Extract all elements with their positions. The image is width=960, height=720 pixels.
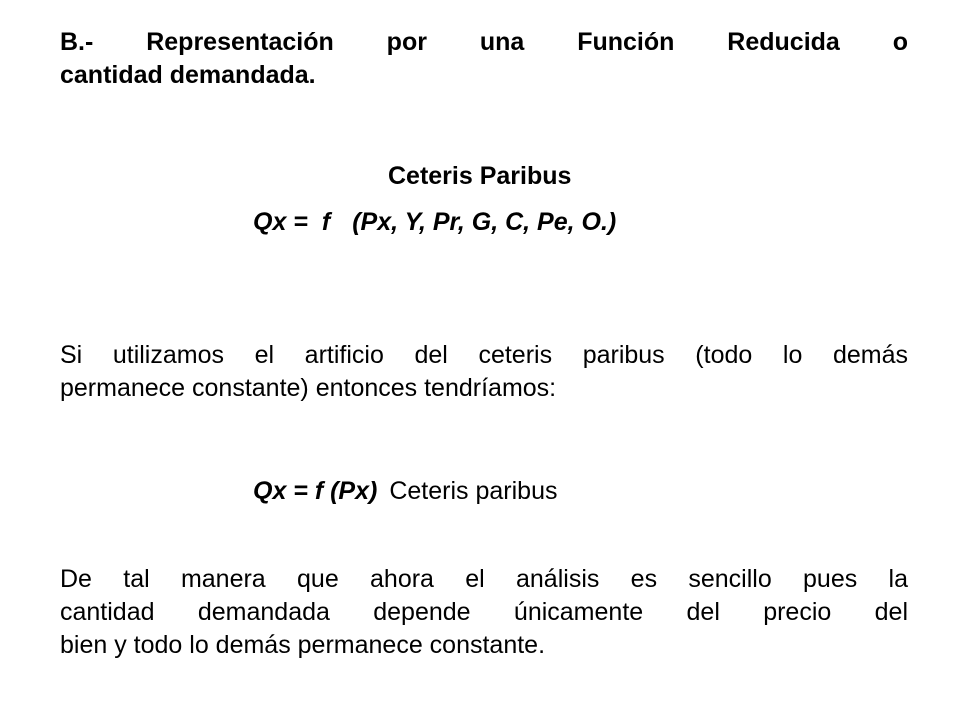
reduced-function-formula	[253, 475, 557, 508]
paragraph2-line-1: De tal manera que ahora el análisis es sencillo pues la	[60, 565, 908, 593]
paragraph2-line-3: bien y todo lo demás permanece constante.	[60, 631, 546, 659]
reduced-formula-expr: Qx = f (Px)	[253, 477, 378, 505]
paragraph1-line-1: Si utilizamos el artificio del ceteris paribus (todo lo demás	[60, 341, 908, 369]
paragraph-conclusion	[60, 563, 908, 662]
ceteris-paribus-title: Ceteris Paribus	[388, 162, 572, 190]
heading-line-1: B.- Representación por una Función Reducida o	[60, 28, 908, 56]
heading-line-2: cantidad demandada.	[60, 61, 316, 89]
formula-args: (Px, Y, Pr, G, C, Pe, O.)	[352, 208, 617, 236]
demand-function-formula	[253, 206, 616, 239]
paragraph2-line-2: cantidad demandada depende únicamente del precio del	[60, 598, 908, 626]
formula-lhs: Qx =	[253, 208, 308, 236]
section-heading	[60, 26, 908, 92]
formula-func: f	[321, 208, 331, 236]
paragraph-ceteris-explanation	[60, 339, 908, 405]
reduced-formula-note: Ceteris paribus	[389, 477, 558, 505]
paragraph1-line-2: permanece constante) entonces tendríamos:	[60, 374, 557, 402]
